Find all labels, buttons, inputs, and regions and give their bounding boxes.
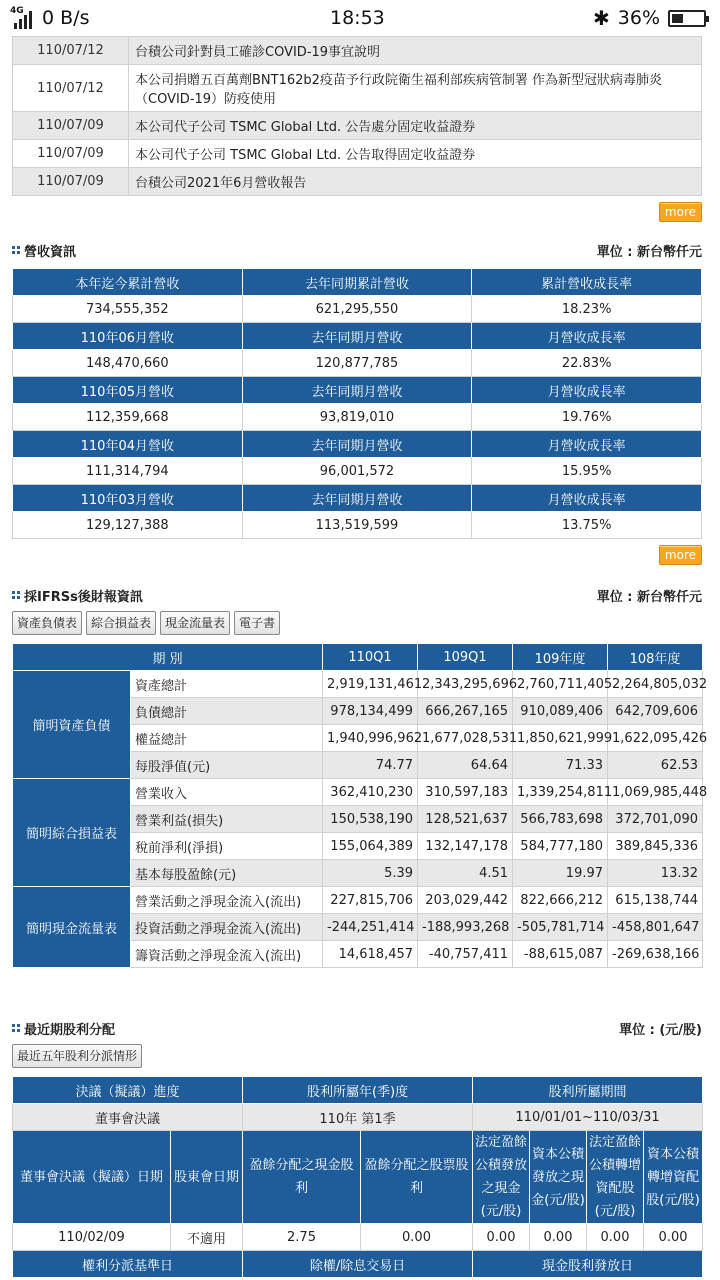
dividend-date-header-cell: 除權/除息交易日 xyxy=(243,1251,473,1278)
news-title[interactable]: 台積公司2021年6月營收報告 xyxy=(129,168,702,196)
dividend-header-cell: 股利所屬年(季)度 xyxy=(243,1077,473,1104)
dividend-value-cell: 110年 第1季 xyxy=(243,1104,473,1131)
news-title[interactable]: 本公司代子公司 TSMC Global Ltd. 公告取得固定收益證券 xyxy=(129,140,702,168)
revenue-header-row xyxy=(13,269,702,296)
ifrs-unit: 單位 : 新台幣仟元 xyxy=(596,589,702,605)
section-bullet-icon xyxy=(12,1024,20,1032)
dividend-subheader-cell: 資本公積發放之現金(元/股) xyxy=(530,1131,587,1224)
dividend-date-header-cell: 權利分派基準日 xyxy=(13,1251,243,1278)
revenue-table xyxy=(12,268,702,539)
revenue-header-row xyxy=(13,323,702,350)
dividend-detail-cell: 0.00 xyxy=(587,1224,644,1251)
news-row[interactable] xyxy=(13,168,702,196)
dividend-subheader-cell: 董事會決議（擬議）日期 xyxy=(13,1131,171,1224)
status-bar xyxy=(0,0,720,36)
ifrs-value-cell: 4.51 xyxy=(418,860,513,887)
report-buttons xyxy=(12,611,702,635)
ifrs-row-label: 負債總計 xyxy=(131,698,323,725)
ifrs-value-cell: 2,760,711,405 xyxy=(513,671,608,698)
revenue-value-cell: 734,555,352 xyxy=(13,296,243,323)
ifrs-row-label: 籌資活動之淨現金流入(流出) xyxy=(131,941,323,968)
ifrs-value-cell: 1,622,095,426 xyxy=(608,725,703,752)
revenue-value-row xyxy=(13,350,702,377)
ifrs-group-label: 簡明綜合損益表 xyxy=(13,779,131,887)
revenue-header-cell: 累計營收成長率 xyxy=(472,269,702,296)
revenue-unit: 單位 : 新台幣仟元 xyxy=(596,244,702,260)
ifrs-row-label: 權益總計 xyxy=(131,725,323,752)
ifrs-table xyxy=(12,643,708,968)
revenue-header-row xyxy=(13,431,702,458)
dividend-detail-cell: 不適用 xyxy=(171,1224,243,1251)
ifrs-value-cell: 822,666,212 xyxy=(513,887,608,914)
dividend-header-row xyxy=(13,1077,703,1104)
news-date: 110/07/09 xyxy=(13,112,129,140)
ifrs-value-cell: 910,089,406 xyxy=(513,698,608,725)
news-table xyxy=(12,36,702,196)
ifrs-value-cell: -88,615,087 xyxy=(513,941,608,968)
dividend-subheader-row xyxy=(13,1131,703,1224)
dividend-detail-row xyxy=(13,1224,703,1251)
ifrs-value-cell: -40,757,411 xyxy=(418,941,513,968)
revenue-value-cell: 129,127,388 xyxy=(13,512,243,539)
ifrs-value-cell: 128,521,637 xyxy=(418,806,513,833)
revenue-header-cell: 月營收成長率 xyxy=(472,431,702,458)
ifrs-value-cell: 1,940,996,962 xyxy=(323,725,418,752)
ifrs-data-row xyxy=(13,671,703,698)
revenue-header-row xyxy=(13,485,702,512)
news-row[interactable] xyxy=(13,65,702,112)
news-date: 110/07/09 xyxy=(13,140,129,168)
ifrs-row-label: 稅前淨利(淨損) xyxy=(131,833,323,860)
ifrs-value-cell: 372,701,090 xyxy=(608,806,703,833)
dividend-value-cell: 董事會決議 xyxy=(13,1104,243,1131)
dividend-subheader-cell: 盈餘分配之現金股利 xyxy=(243,1131,361,1224)
ifrs-value-cell: 150,538,190 xyxy=(323,806,418,833)
ifrs-value-cell: -458,801,647 xyxy=(608,914,703,941)
dividend-header-cell: 決議（擬議）進度 xyxy=(13,1077,243,1104)
ifrs-value-cell: -269,638,166 xyxy=(608,941,703,968)
ifrs-value-cell: 5.39 xyxy=(323,860,418,887)
signal-icon: 4G xyxy=(10,7,36,29)
ifrs-row-label: 資產總計 xyxy=(131,671,323,698)
revenue-header-cell: 去年同期月營收 xyxy=(242,377,472,404)
ifrs-header-row xyxy=(13,644,703,671)
dividend-value-row xyxy=(13,1104,703,1131)
revenue-header-row xyxy=(13,377,702,404)
section-bullet-icon xyxy=(12,591,20,599)
clock: 18:53 xyxy=(330,7,385,29)
dividend-detail-cell: 0.00 xyxy=(644,1224,703,1251)
ifrs-value-cell: -505,781,714 xyxy=(513,914,608,941)
news-title[interactable]: 台積公司針對員工確診COVID-19事宜說明 xyxy=(129,37,702,65)
period-header: 期 別 xyxy=(13,644,323,671)
dividend-section-header xyxy=(12,1018,702,1038)
ifrs-value-cell: 362,410,230 xyxy=(323,779,418,806)
ifrs-row-label: 投資活動之淨現金流入(流出) xyxy=(131,914,323,941)
dividend-detail-cell: 0.00 xyxy=(473,1224,530,1251)
income-statement-button[interactable]: 綜合損益表 xyxy=(86,611,156,635)
ifrs-row-label: 營業利益(損失) xyxy=(131,806,323,833)
revenue-value-cell: 111,314,794 xyxy=(13,458,243,485)
ifrs-row-label: 基本每股盈餘(元) xyxy=(131,860,323,887)
news-title[interactable]: 本公司捐贈五百萬劑BNT162b2疫苗予行政院衛生福利部疾病管制署 作為新型冠狀病毒肺炎（COVID-19）防疫使用 xyxy=(129,65,702,112)
dividend-detail-cell: 0.00 xyxy=(361,1224,473,1251)
ebook-button[interactable]: 電子書 xyxy=(234,611,280,635)
ifrs-value-cell: 1,069,985,448 xyxy=(608,779,703,806)
revenue-header-cell: 110年05月營收 xyxy=(13,377,243,404)
news-date: 110/07/12 xyxy=(13,37,129,65)
news-row[interactable] xyxy=(13,112,702,140)
revenue-header-cell: 月營收成長率 xyxy=(472,377,702,404)
news-row[interactable] xyxy=(13,140,702,168)
dividend-detail-cell: 0.00 xyxy=(530,1224,587,1251)
ifrs-value-cell: 132,147,178 xyxy=(418,833,513,860)
ifrs-section-header xyxy=(12,585,702,605)
revenue-header-cell: 110年04月營收 xyxy=(13,431,243,458)
ifrs-value-cell: 642,709,606 xyxy=(608,698,703,725)
period-column-header: 109Q1 xyxy=(418,644,513,671)
dividend-detail-cell: 110/02/09 xyxy=(13,1224,171,1251)
revenue-value-cell: 621,295,550 xyxy=(242,296,472,323)
revenue-header-cell: 月營收成長率 xyxy=(472,323,702,350)
balance-sheet-button[interactable]: 資產負債表 xyxy=(12,611,82,635)
revenue-value-cell: 148,470,660 xyxy=(13,350,243,377)
revenue-header-cell: 110年06月營收 xyxy=(13,323,243,350)
dividend-subheader-cell: 法定盈餘公積發放之現金(元/股) xyxy=(473,1131,530,1224)
dividend-value-cell: 110/01/01~110/03/31 xyxy=(473,1104,703,1131)
ifrs-value-cell: 566,783,698 xyxy=(513,806,608,833)
ifrs-group-label: 簡明現金流量表 xyxy=(13,887,131,968)
revenue-value-cell: 18.23% xyxy=(472,296,702,323)
ifrs-group-label: 簡明資產負債 xyxy=(13,671,131,779)
revenue-value-cell: 15.95% xyxy=(472,458,702,485)
revenue-header-cell: 去年同期月營收 xyxy=(242,485,472,512)
dividend-header-cell: 股利所屬期間 xyxy=(473,1077,703,1104)
ifrs-value-cell: 389,845,336 xyxy=(608,833,703,860)
ifrs-value-cell: 1,850,621,999 xyxy=(513,725,608,752)
revenue-value-row xyxy=(13,512,702,539)
ifrs-value-cell: 71.33 xyxy=(513,752,608,779)
dividend-date-header-cell: 現金股利發放日 xyxy=(473,1251,703,1278)
ifrs-value-cell: 64.64 xyxy=(418,752,513,779)
dividend-subheader-cell: 股東會日期 xyxy=(171,1131,243,1224)
period-column-header: 108年度 xyxy=(608,644,703,671)
news-title[interactable]: 本公司代子公司 TSMC Global Ltd. 公告處分固定收益證券 xyxy=(129,112,702,140)
news-more-button[interactable]: more xyxy=(659,202,702,222)
revenue-value-cell: 22.83% xyxy=(472,350,702,377)
news-row[interactable] xyxy=(13,37,702,65)
revenue-value-row xyxy=(13,296,702,323)
revenue-header-cell: 去年同期累計營收 xyxy=(242,269,472,296)
revenue-value-cell: 93,819,010 xyxy=(242,404,472,431)
revenue-value-cell: 13.75% xyxy=(472,512,702,539)
ifrs-value-cell: 615,138,744 xyxy=(608,887,703,914)
ifrs-value-cell: 310,597,183 xyxy=(418,779,513,806)
ifrs-value-cell: 1,677,028,531 xyxy=(418,725,513,752)
revenue-section-header xyxy=(12,240,702,260)
ifrs-row-label: 每股淨值(元) xyxy=(131,752,323,779)
revenue-value-cell: 120,877,785 xyxy=(242,350,472,377)
news-date: 110/07/09 xyxy=(13,168,129,196)
dividend-date-header-row xyxy=(13,1251,703,1278)
revenue-value-row xyxy=(13,404,702,431)
ifrs-title: 採IFRSs後財報資訊 xyxy=(24,589,143,605)
five-year-dividend-button[interactable]: 最近五年股利分派情形 xyxy=(12,1044,142,1068)
battery-icon xyxy=(668,10,706,27)
ifrs-value-cell: -244,251,414 xyxy=(323,914,418,941)
ifrs-value-cell: 74.77 xyxy=(323,752,418,779)
dividend-subheader-cell: 盈餘分配之股票股利 xyxy=(361,1131,473,1224)
revenue-header-cell: 110年03月營收 xyxy=(13,485,243,512)
dividend-detail-cell: 2.75 xyxy=(243,1224,361,1251)
dividend-subheader-cell: 法定盈餘公積轉增資配股(元/股) xyxy=(587,1131,644,1224)
ifrs-value-cell: 584,777,180 xyxy=(513,833,608,860)
news-date: 110/07/12 xyxy=(13,65,129,112)
revenue-value-cell: 96,001,572 xyxy=(242,458,472,485)
dividend-title: 最近期股利分配 xyxy=(24,1022,116,1038)
revenue-value-cell: 112,359,668 xyxy=(13,404,243,431)
battery-percent: 36% xyxy=(617,7,660,29)
ifrs-value-cell: -188,993,268 xyxy=(418,914,513,941)
revenue-header-cell: 去年同期月營收 xyxy=(242,323,472,350)
revenue-value-cell: 113,519,599 xyxy=(242,512,472,539)
ifrs-value-cell: 19.97 xyxy=(513,860,608,887)
dividend-table xyxy=(12,1076,703,1278)
ifrs-data-row xyxy=(13,779,703,806)
period-column-header: 110Q1 xyxy=(323,644,418,671)
ifrs-value-cell: 978,134,499 xyxy=(323,698,418,725)
revenue-value-cell: 19.76% xyxy=(472,404,702,431)
ifrs-row-label: 營業活動之淨現金流入(流出) xyxy=(131,887,323,914)
cash-flow-button[interactable]: 現金流量表 xyxy=(160,611,230,635)
ifrs-value-cell: 2,343,295,696 xyxy=(418,671,513,698)
dividend-unit: 單位 : (元/股) xyxy=(619,1022,702,1038)
ifrs-value-cell: 666,267,165 xyxy=(418,698,513,725)
ifrs-value-cell: 203,029,442 xyxy=(418,887,513,914)
ifrs-value-cell: 2,264,805,032 xyxy=(608,671,703,698)
revenue-value-row xyxy=(13,458,702,485)
period-column-header: 109年度 xyxy=(513,644,608,671)
ifrs-value-cell: 13.32 xyxy=(608,860,703,887)
ifrs-value-cell: 227,815,706 xyxy=(323,887,418,914)
revenue-header-cell: 月營收成長率 xyxy=(472,485,702,512)
section-bullet-icon xyxy=(12,246,20,254)
ifrs-value-cell: 2,919,131,461 xyxy=(323,671,418,698)
revenue-header-cell: 去年同期月營收 xyxy=(242,431,472,458)
bluetooth-icon: ✱ xyxy=(593,6,610,30)
revenue-more-button[interactable]: more xyxy=(659,545,702,565)
ifrs-value-cell: 1,339,254,811 xyxy=(513,779,608,806)
revenue-header-cell: 本年迄今累計營收 xyxy=(13,269,243,296)
ifrs-value-cell: 14,618,457 xyxy=(323,941,418,968)
network-speed: 0 B/s xyxy=(42,7,90,29)
ifrs-row-label: 營業收入 xyxy=(131,779,323,806)
ifrs-data-row xyxy=(13,887,703,914)
dividend-subheader-cell: 資本公積轉增資配股(元/股) xyxy=(644,1131,703,1224)
ifrs-value-cell: 62.53 xyxy=(608,752,703,779)
revenue-title: 營收資訊 xyxy=(24,244,77,260)
ifrs-value-cell: 155,064,389 xyxy=(323,833,418,860)
